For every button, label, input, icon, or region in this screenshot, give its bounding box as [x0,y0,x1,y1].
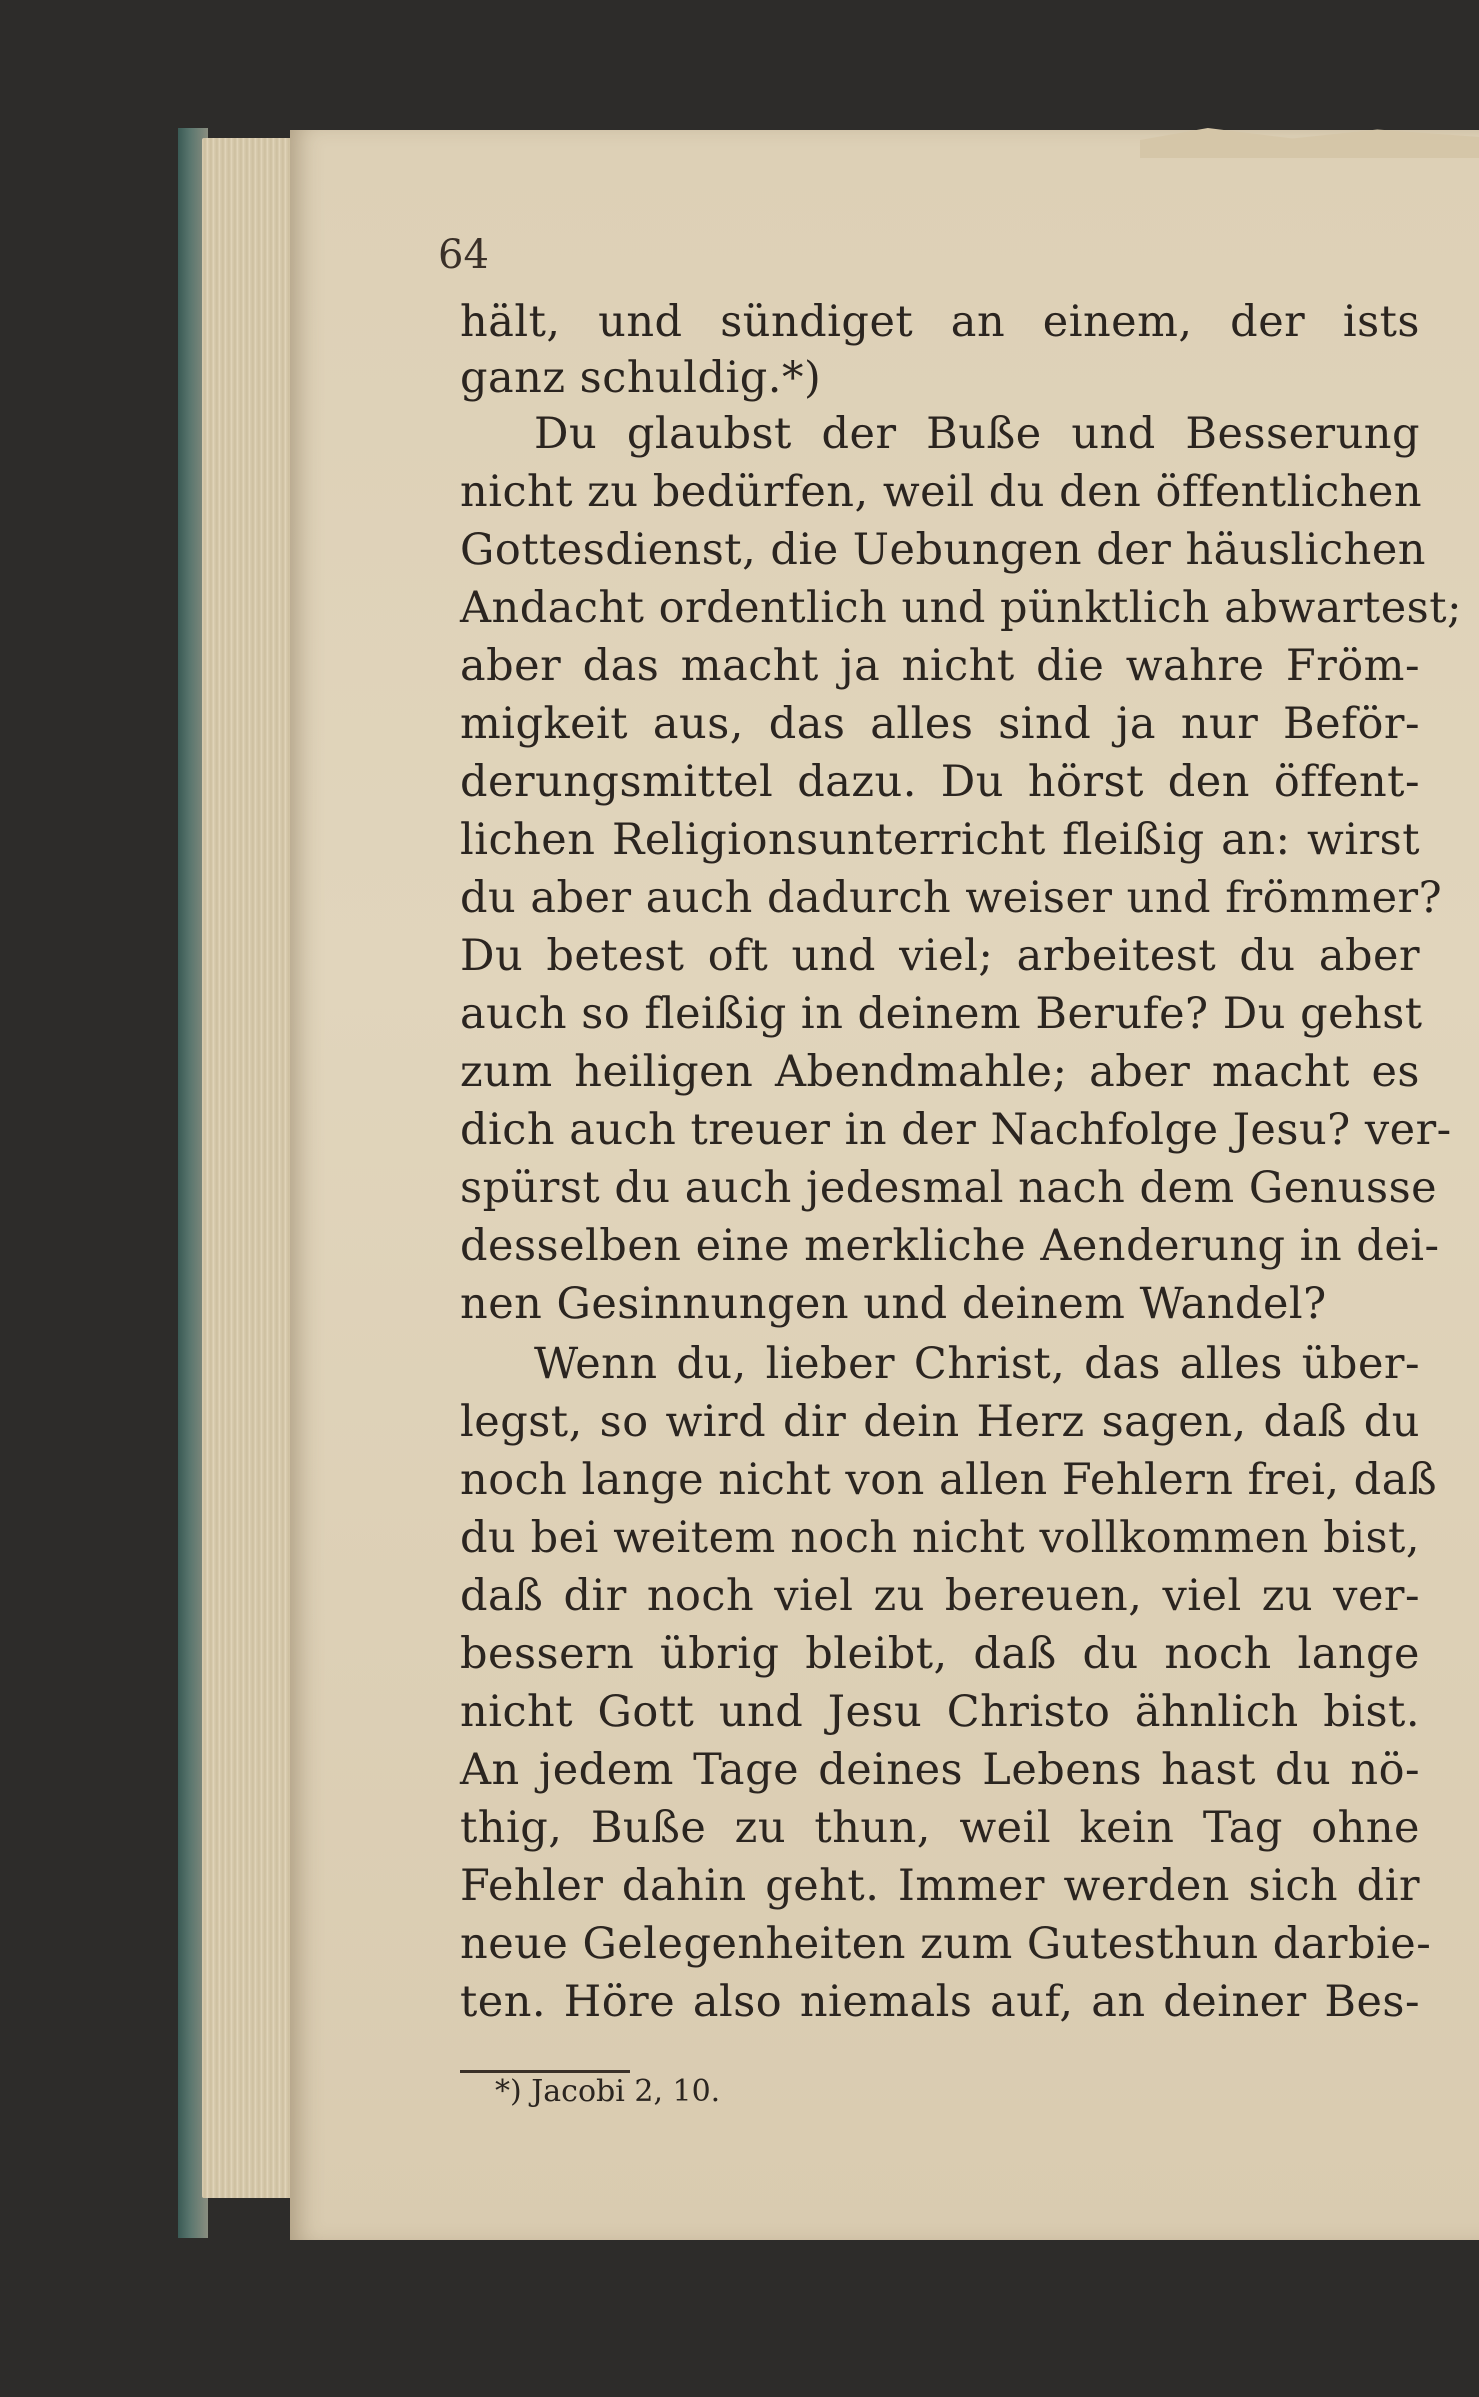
text-line: Fehler dahin geht. Immer werden sich dir [460,1861,1420,1911]
text-line: ten. Höre also niemals auf, an deiner Bes- [460,1977,1420,2027]
text-line: du bei weitem noch nicht vollkommen bist, [460,1513,1420,1563]
text-line: nen Gesinnungen und deinem Wandel? [460,1279,1327,1329]
text-line: Wenn du, lieber Christ, das alles über- [534,1339,1420,1389]
text-line: noch lange nicht von allen Fehlern frei, daß [460,1455,1438,1505]
text-line: zum heiligen Abendmahle; aber macht es [460,1047,1420,1097]
text-line: ganz schuldig.*) [460,353,822,403]
text-line: hält, und sündiget an einem, der ists [460,297,1420,347]
text-line: nicht Gott und Jesu Christo ähnlich bist. [460,1687,1420,1737]
text-line: nicht zu bedürfen, weil du den öffentlichen [460,467,1423,517]
text-line: Du glaubst der Buße und Besserung [534,409,1420,459]
text-line: lichen Religionsunterricht fleißig an: wirst [460,815,1420,865]
text-line: thig, Buße zu thun, weil kein Tag ohne [460,1803,1420,1853]
text-line: An jedem Tage deines Lebens hast du nö- [460,1745,1420,1795]
footnote: *) Jacobi 2, 10. [495,2074,721,2109]
footnote-rule [460,2070,630,2073]
text-line: migkeit aus, das alles sind ja nur Beför- [460,699,1420,749]
text-line: daß dir noch viel zu bereuen, viel zu ver- [460,1571,1420,1621]
text-line: Andacht ordentlich und pünktlich abwartest; [460,583,1462,633]
page-stack-edges [202,138,298,2198]
text-line: dich auch treuer in der Nachfolge Jesu? ver- [460,1105,1452,1155]
text-line: auch so fleißig in deinem Berufe? Du gehst [460,989,1423,1039]
text-line: du aber auch dadurch weiser und frömmer? [460,873,1443,923]
text-line: spürst du auch jedesmal nach dem Genusse [460,1163,1438,1213]
text-line: Gottesdienst, die Uebungen der häuslichen [460,525,1426,575]
text-line: Du betest oft und viel; arbeitest du aber [460,931,1420,981]
text-line: legst, so wird dir dein Herz sagen, daß du [460,1397,1420,1447]
page-number: 64 [438,232,489,278]
text-line: derungsmittel dazu. Du hörst den öffent- [460,757,1420,807]
text-line: neue Gelegenheiten zum Gutesthun darbie- [460,1919,1432,1969]
text-line: desselben eine merkliche Aenderung in dei- [460,1221,1440,1271]
text-line: aber das macht ja nicht die wahre Fröm- [460,641,1420,691]
text-line: bessern übrig bleibt, daß du noch lange [460,1629,1420,1679]
